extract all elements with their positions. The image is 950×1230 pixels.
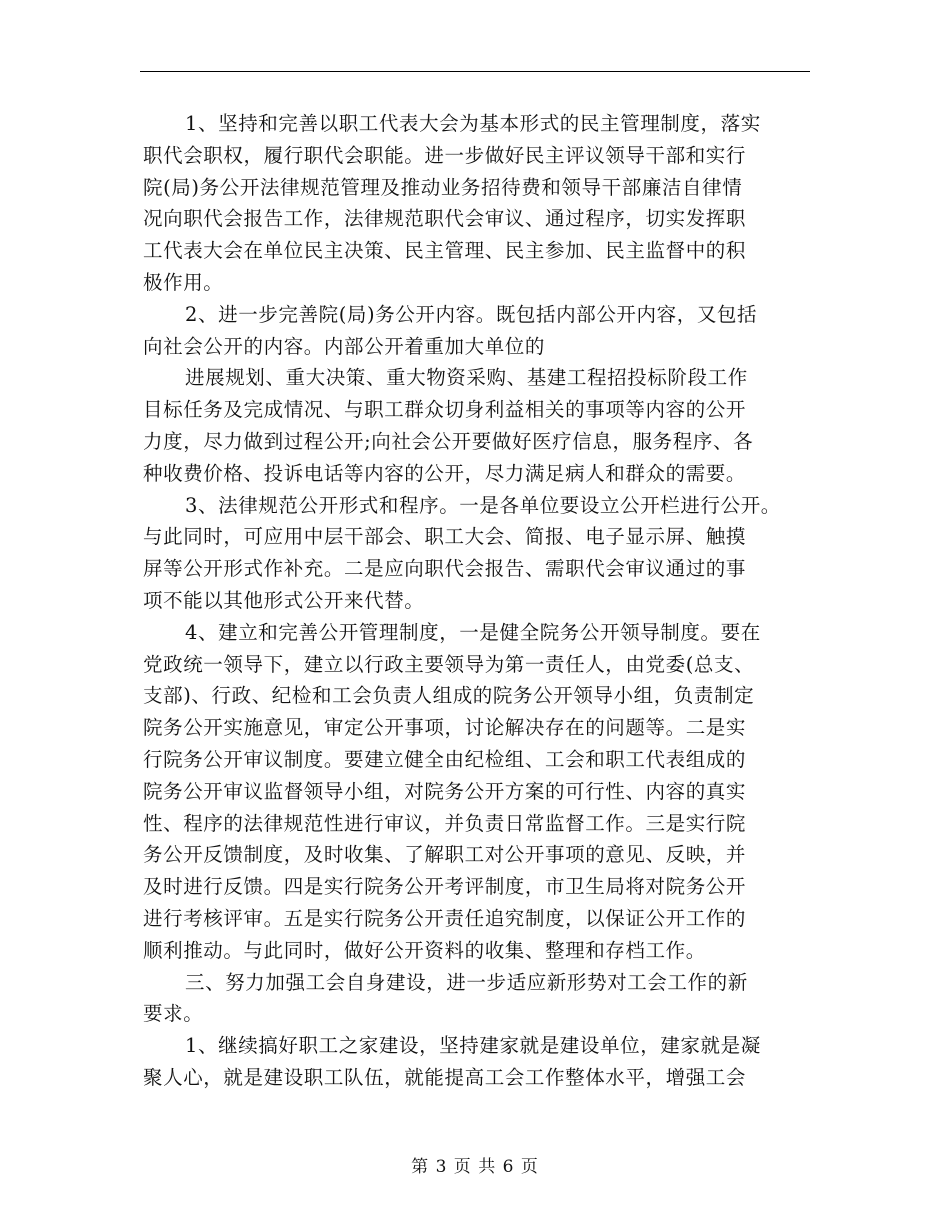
text-line: 2、进一步完善院(局)务公开内容。既包括内部公开内容，又包括 xyxy=(185,302,758,326)
text-line: 3、法律规范公开形式和程序。一是各单位要设立公开栏进行公开。 xyxy=(185,493,781,517)
text-line: 目标任务及完成情况、与职工群众切身利益相关的事项等内容的公开 xyxy=(143,398,747,422)
text-line: 院(局)务公开法律规范管理及推动业务招待费和领导干部廉洁自律情 xyxy=(143,175,743,199)
text-line: 进展规划、重大决策、重大物资采购、基建工程招投标阶段工作 xyxy=(185,366,748,390)
text-line: 性、程序的法律规范性进行审议，并负责日常监督工作。三是实行院 xyxy=(143,811,747,835)
text-line: 行院务公开审议制度。要建立健全由纪检组、工会和职工代表组成的 xyxy=(143,747,747,771)
text-line: 屏等公开形式作补充。二是应向职代会报告、需职代会审议通过的事 xyxy=(143,557,747,581)
text-line: 项不能以其他形式公开来代替。 xyxy=(143,588,425,612)
text-line: 支部)、行政、纪检和工会负责人组成的院务公开领导小组，负责制定 xyxy=(143,684,755,708)
text-line: 况向职代会报告工作，法律规范职代会审议、通过程序，切实发挥职 xyxy=(143,207,747,231)
text-line: 1、坚持和完善以职工代表大会为基本形式的民主管理制度，落实 xyxy=(185,112,761,135)
text-line: 要求。 xyxy=(143,1002,204,1026)
text-line: 聚人心，就是建设职工队伍，就能提高工会工作整体水平，增强工会 xyxy=(143,1065,747,1089)
text-line: 党政统一领导下，建立以行政主要领导为第一责任人，由党委(总支、 xyxy=(143,652,755,676)
document-body xyxy=(143,108,843,1094)
text-line: 1、继续搞好职工之家建设，坚持建家就是建设单位，建家就是凝 xyxy=(185,1034,761,1058)
text-line: 顺利推动。与此同时，做好公开资料的收集、整理和存档工作。 xyxy=(143,938,706,962)
text-line: 及时进行反馈。四是实行院务公开考评制度，市卫生局将对院务公开 xyxy=(143,875,747,899)
header-rule xyxy=(140,71,810,72)
text-line: 院务公开审议监督领导小组，对院务公开方案的可行性、内容的真实 xyxy=(143,779,747,803)
text-line: 三、努力加强工会自身建设，进一步适应新形势对工会工作的新 xyxy=(185,970,748,994)
text-line: 院务公开实施意见，审定公开事项，讨论解决存在的问题等。二是实 xyxy=(143,716,747,740)
page-footer: 第 3 页 共 6 页 xyxy=(411,1157,539,1177)
text-line: 4、建立和完善公开管理制度，一是健全院务公开领导制度。要在 xyxy=(185,620,761,644)
text-line: 进行考核评审。五是实行院务公开责任追究制度，以保证公开工作的 xyxy=(143,906,747,930)
text-line: 职代会职权，履行职代会职能。进一步做好民主评议领导干部和实行 xyxy=(143,143,747,167)
text-line: 力度，尽力做到过程公开;向社会公开要做好医疗信息，服务程序、各 xyxy=(143,429,754,453)
text-line: 工代表大会在单位民主决策、民主管理、民主参加、民主监督中的积 xyxy=(143,239,747,263)
text-line: 极作用。 xyxy=(143,270,224,294)
text-line: 向社会公开的内容。内部公开着重加大单位的 xyxy=(143,334,546,358)
text-line: 与此同时，可应用中层干部会、职工大会、简报、电子显示屏、触摸 xyxy=(143,525,747,549)
text-line: 种收费价格、投诉电话等内容的公开，尽力满足病人和群众的需要。 xyxy=(143,461,747,485)
text-line: 务公开反馈制度，及时收集、了解职工对公开事项的意见、反映，并 xyxy=(143,843,747,867)
